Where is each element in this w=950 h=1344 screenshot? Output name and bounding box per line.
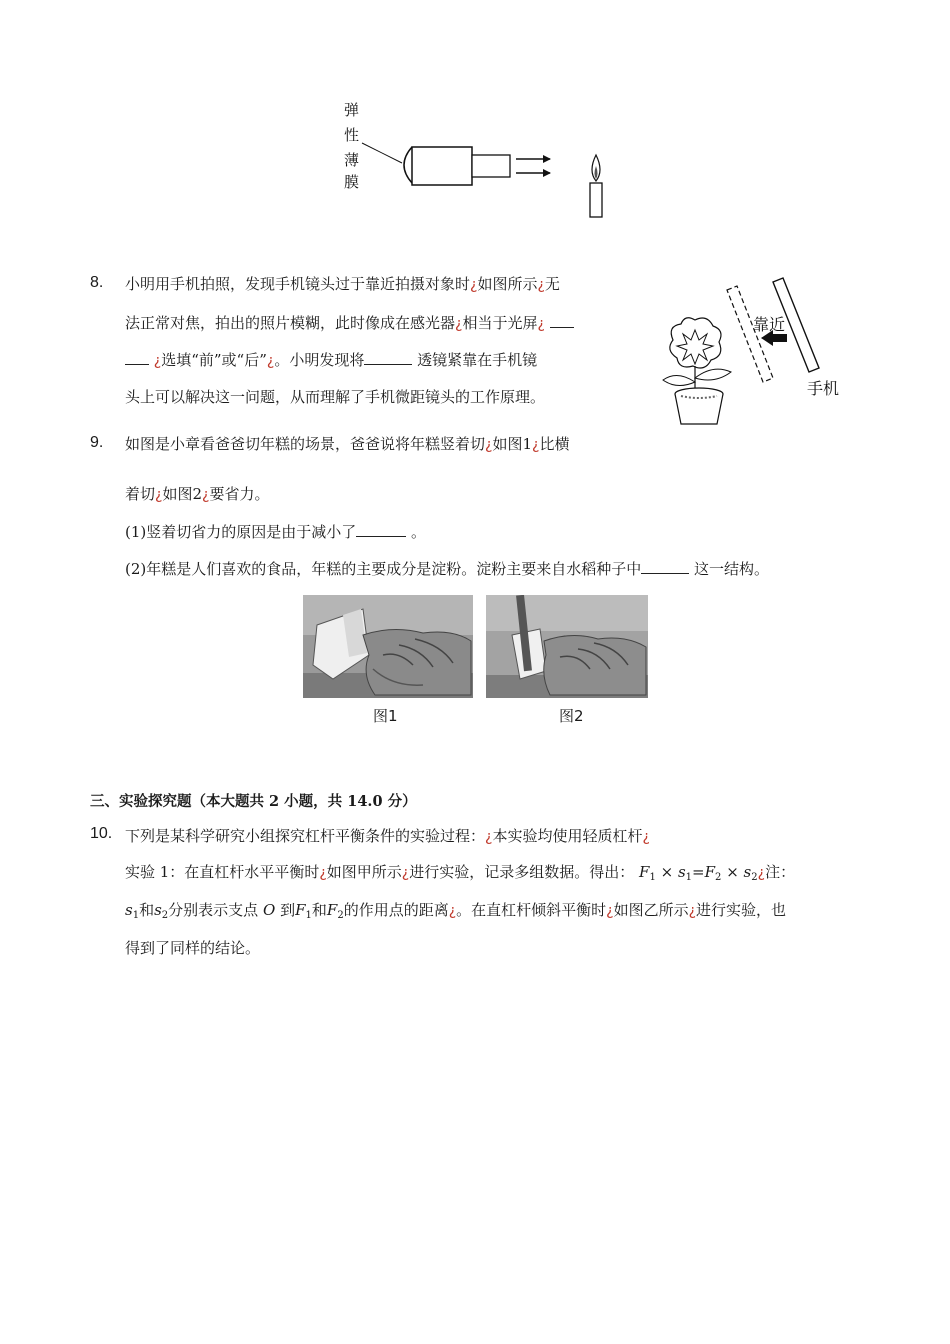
label-near: 靠近 — [753, 315, 786, 334]
q8-line-3: ¿选填“前”或“后”¿。小明发现将 透镜紧靠在手机镜 — [125, 350, 537, 371]
formula-lever-balance: $F_1 \times s_1=F_2 \times s_2$ — [639, 863, 758, 883]
q8-blank-1a[interactable] — [550, 313, 574, 328]
q10-line-1: 下列是某科学研究小组探究杠杆平衡条件的实验过程：¿本实验均使用轻质杠杆¿ — [125, 827, 650, 845]
q10-line-3: $s_1$和$s_2$分别表示支点 O 到$F_1$和$F_2$的作用点的距离¿。在直杠杆倾斜平衡时¿如图乙所示¿进行实验，也 — [125, 901, 787, 921]
flower-leaf-left — [663, 375, 695, 385]
flower-phone-figure — [655, 270, 855, 435]
flower-center-star — [677, 330, 713, 364]
q8-line-2: 法正常对焦，拍出的照片模糊，此时像成在感光器¿相当于光屏¿ — [125, 313, 574, 334]
q9-line-2: 着切¿如图2¿要省力。 — [125, 485, 270, 503]
q8-number: 8. — [90, 274, 104, 291]
q9-line-1: 如图是小章看爸爸切年糕的场景，爸爸说将年糕竖着切¿如图1¿比横 — [125, 435, 570, 453]
label-phone: 手机 — [807, 379, 840, 398]
tube-body — [412, 147, 472, 185]
q9-blank-1[interactable] — [356, 522, 406, 537]
label-char-4: 膜 — [344, 173, 360, 191]
tube-nozzle — [472, 155, 510, 177]
caption-figure-1: 图1 — [373, 707, 398, 725]
q10-line-4: 得到了同样的结论。 — [125, 939, 261, 957]
q8-blank-1b[interactable] — [125, 350, 149, 365]
label-pointer-line — [362, 143, 402, 163]
q8-line-1: 小明用手机拍照，发现手机镜头过于靠近拍摄对象时¿如图所示¿无 — [125, 275, 560, 293]
elastic-film — [404, 147, 412, 183]
label-char-1: 弹 — [344, 101, 360, 119]
caption-figure-2: 图2 — [559, 707, 584, 725]
q8-line-4: 头上可以解决这一问题，从而理解了手机微距镜头的工作原理。 — [125, 388, 546, 406]
q8-blank-2[interactable] — [364, 350, 412, 365]
lens-dashed — [727, 286, 773, 382]
photo-figure-1 — [303, 595, 473, 698]
q9-part-1: (1)竖着切省力的原因是由于减小了 。 — [125, 523, 427, 541]
film-tube-candle-figure — [330, 95, 620, 225]
pot-body — [675, 394, 723, 424]
label-char-3: 薄 — [344, 151, 360, 169]
section-3-title: 三、实验探究题（本大题共 2 小题，共 14.0 分） — [90, 793, 417, 810]
q9-number: 9. — [90, 434, 104, 451]
label-char-2: 性 — [344, 126, 360, 144]
photo-figure-2 — [486, 595, 648, 698]
q9-part-2: (2)年糕是人们喜欢的食品，年糕的主要成分是淀粉。淀粉主要来自水稻种子中 这一结构。 — [125, 560, 770, 578]
candle-body — [590, 183, 602, 217]
q9-blank-2[interactable] — [641, 559, 689, 574]
q10-line-2: 实验 1：在直杠杆水平平衡时¿如图甲所示¿进行实验，记录多组数据。得出： $F_1 \times s_1=F_2$ × $s_2¿$注： — [125, 863, 796, 883]
q10-number: 10. — [90, 825, 113, 842]
flower-leaf-right — [695, 369, 731, 380]
